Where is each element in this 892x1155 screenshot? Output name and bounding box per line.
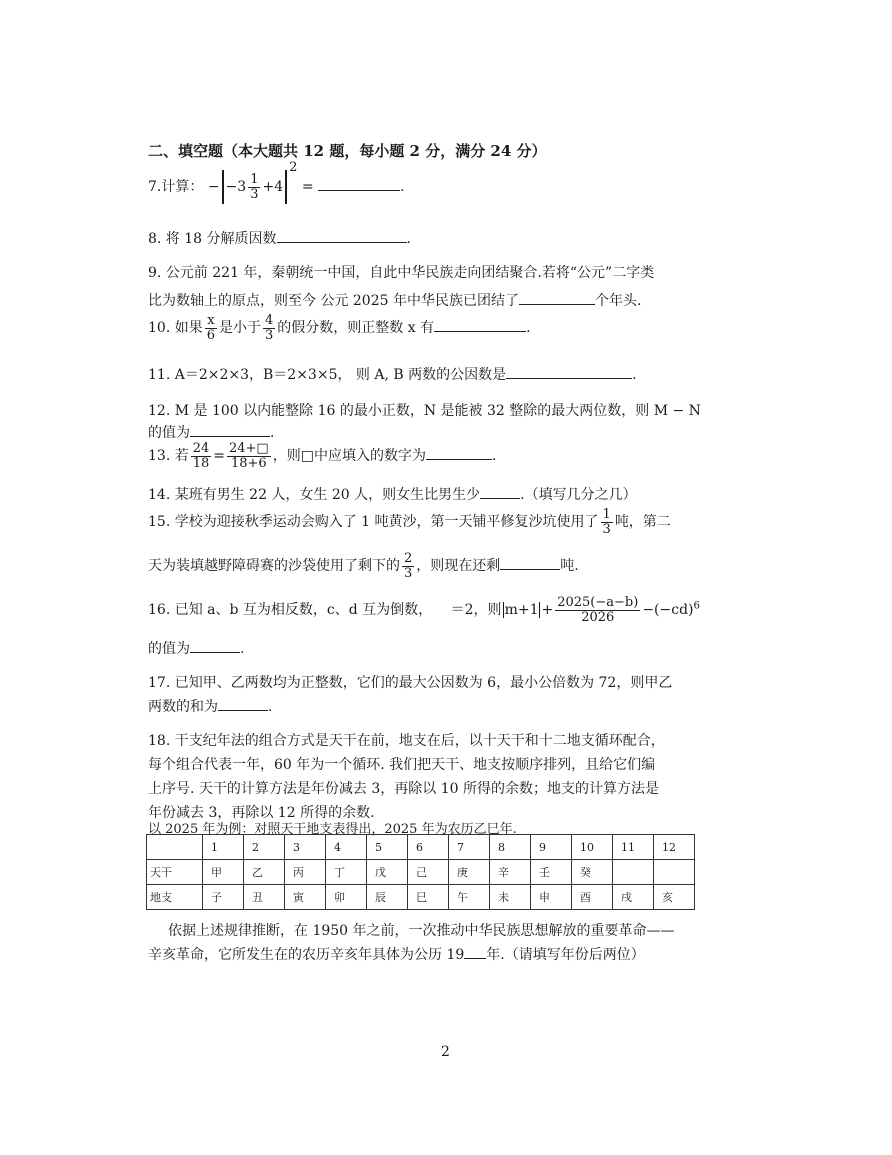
question-14: 14. 某班有男生 22 人，女生 20 人，则女生比男生少 .（填写几分之几）: [148, 484, 637, 504]
fraction: $\frac{2025(-a-b)}{2026}$: [557, 595, 639, 625]
answer-blank[interactable]: [190, 422, 270, 437]
question-18-line-3: 上序号. 天干的计算方法是年份减去 3，再除以 10 所得的余数；地支的计算方法是: [148, 781, 659, 797]
question-18-line-1: 18. 干支纪年法的组合方式是天干在前，地支在后，以十天干和十二地支循环配合，: [148, 733, 665, 749]
question-10: 10. 如果 $\frac{x}{6}$ 是小于 $\frac{4}{3}$ 的假分数，则正整数 x 有 .: [148, 313, 531, 343]
answer-blank[interactable]: [426, 445, 492, 460]
answer-blank[interactable]: [480, 484, 520, 499]
question-16: 16. 已知 a、b 互为相反数，c、d 互为倒数， ＝2，则 m+1 + $\frac{2025(-a-b)}{2026}$ $-(-cd)^6$: [148, 595, 700, 625]
question-16-line-2: 的值为 .: [148, 638, 244, 658]
question-15-line-2: 天为装填越野障碍赛的沙袋使用了剩下的 $\frac{2}{3}$ ，则现在还剩 吨.: [148, 551, 579, 581]
abs-bar-right: [285, 170, 287, 204]
question-17-line-2: 两数的和为 .: [148, 696, 272, 716]
table-row: 天干 甲 乙 丙 丁 戊 己 庚 辛 壬 癸: [147, 860, 695, 885]
fraction: $\frac{1}{3}$: [250, 171, 259, 202]
fraction: $\frac{24+□}{18+6}$: [229, 441, 269, 471]
answer-blank[interactable]: [277, 228, 407, 243]
ganzhi-table: [146, 834, 695, 910]
question-17-line-1: 17. 已知甲、乙两数均为正整数，它们的最大公因数为 6，最小公倍数为 72，则甲乙: [148, 675, 673, 691]
abs-bar-left: [222, 170, 224, 204]
answer-blank[interactable]: [190, 638, 240, 653]
answer-blank[interactable]: [500, 555, 560, 570]
answer-blank[interactable]: [434, 317, 526, 332]
question-15-line-1: 15. 学校为迎接秋季运动会购入了 1 吨黄沙，第一天铺平修复沙坑使用了 $\frac{1}{3}$ 吨，第二: [148, 507, 671, 537]
table-row: 地支 子 丑 寅 卯 辰 巳 午 未 申 酉 戌 亥: [147, 885, 695, 910]
answer-blank[interactable]: [318, 176, 400, 191]
question-9-line-2: 比为数轴上的原点，则至今 公元 2025 年中华民族已团结了 个年头.: [148, 290, 641, 310]
question-18-line-2: 每个组合代表一年，60 年为一个循环. 我们把天干、地支按顺序排列，且给它们编: [148, 757, 656, 773]
table-row: 1 2 3 4 5 6 7 8 9 10 11 12: [147, 835, 695, 860]
question-12-line-2: 的值为 .: [148, 422, 274, 442]
section-title: 二、填空题（本大题共 12 题，每小题 2 分，满分 24 分）: [148, 142, 547, 160]
fraction: $\frac{1}{3}$: [602, 507, 611, 537]
question-13: 13. 若 $\frac{24}{18}$ = $\frac{24+□}{18+6}$ ，则□中应填入的数字为 .: [148, 441, 497, 471]
question-18-after-1: 依据上述规律推断，在 1950 年之前，一次推动中华民族思想解放的重要革命——: [168, 923, 675, 939]
answer-blank[interactable]: [464, 944, 486, 959]
question-8: 8. 将 18 分解质因数 .: [148, 228, 411, 248]
question-18-line-5: 以 2025 年为例：对照天干地支表得出，2025 年为农历乙巳年.: [148, 822, 517, 837]
fraction: $\frac{24}{18}$: [192, 441, 210, 471]
answer-blank[interactable]: [506, 364, 632, 379]
question-9-line-1: 9. 公元前 221 年，秦朝统一中国，自此中华民族走向团结聚合.若将“公元”二字类: [148, 265, 655, 281]
fraction: $\frac{x}{6}$: [206, 313, 215, 343]
question-18-after-2: 辛亥革命，它所发生在的农历辛亥年具体为公历 19 年.（请填写年份后两位）: [148, 944, 645, 964]
question-18-line-4: 年份减去 3，再除以 12 所得的余数.: [148, 805, 375, 821]
fraction: $\frac{2}{3}$: [404, 551, 413, 581]
answer-blank[interactable]: [519, 290, 595, 305]
question-11: 11. A＝2×2×3，B＝2×3×5， 则 A, B 两数的公因数是 .: [148, 364, 637, 384]
question-7: 7.计算： − −3 $\frac{1}{3}$ $+4^2$ = .: [148, 170, 404, 204]
fraction: $\frac{4}{3}$: [265, 313, 274, 343]
question-12-line-1: 12. M 是 100 以内能整除 16 的最小正数，N 是能被 32 整除的最大两位数，则 M − N: [148, 403, 701, 419]
answer-blank[interactable]: [218, 696, 268, 711]
page-number: 2: [441, 1044, 450, 1060]
